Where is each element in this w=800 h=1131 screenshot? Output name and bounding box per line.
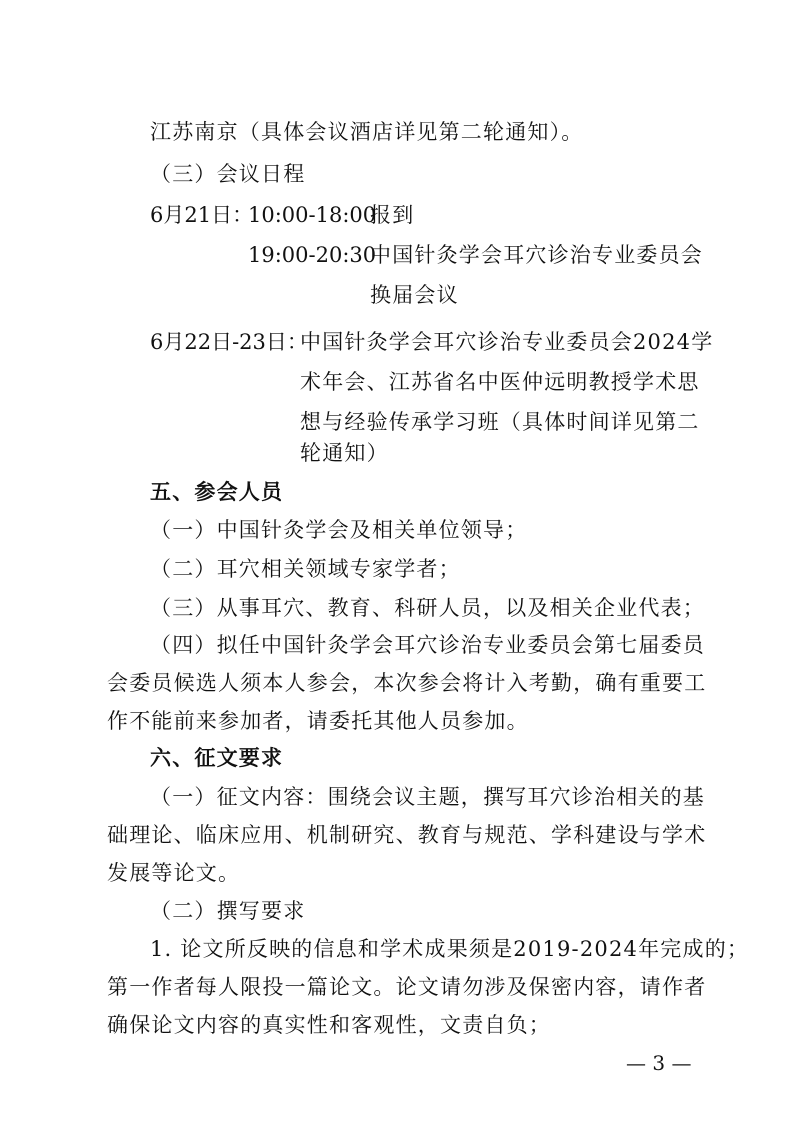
day2-date: 6月22日-23日： [150, 330, 308, 354]
day2-line2: 术年会、江苏省名中医仲远明教授学术思 [300, 370, 700, 394]
day2-line4: 轮通知） [300, 441, 389, 465]
day1-date: 6月21日： [150, 203, 254, 227]
section5-item3: （三）从事耳穴、教育、科研人员，以及相关企业代表； [150, 596, 705, 620]
venue-line: 江苏南京（具体会议酒店详见第二轮通知）。 [150, 120, 584, 144]
section5-item4-line3: 作不能前来参加者，请委托其他人员参加。 [107, 709, 529, 733]
section5-item4-line2: 会委员候选人须本人参会，本次参会将计入考勤，确有重要工 [107, 671, 707, 695]
day1-time-2: 19:00-20:30 [248, 243, 377, 267]
section5-heading: 五、参会人员 [150, 479, 284, 504]
day1-event-2-line1: 中国针灸学会耳穴诊治专业委员会 [370, 243, 703, 267]
section5-item4-line1: （四）拟任中国针灸学会耳穴诊治专业委员会第七届委员 [150, 633, 705, 657]
day2-line1: 中国针灸学会耳穴诊治专业委员会2024学 [300, 330, 714, 354]
section6-content-line2: 础理论、临床应用、机制研究、教育与规范、学科建设与学术 [107, 823, 707, 847]
section6-content-line3: 发展等论文。 [107, 861, 241, 885]
section5-item1: （一）中国针灸学会及相关单位领导； [150, 518, 528, 542]
day1-time-1: 10:00-18:00 [248, 203, 377, 227]
section6-req1-line2: 第一作者每人限投一篇论文。论文请勿涉及保密内容，请作者 [107, 975, 707, 999]
section6-heading: 六、征文要求 [150, 745, 284, 770]
section6-content-line1: （一）征文内容：围绕会议主题，撰写耳穴诊治相关的基 [150, 785, 705, 809]
day2-line3: 想与经验传承学习班（具体时间详见第二 [300, 410, 700, 434]
section6-writing-heading: （二）撰写要求 [150, 899, 306, 923]
section6-req1-line1: 1. 论文所反映的信息和学术成果须是2019-2024年完成的； [150, 937, 750, 961]
schedule-heading: （三）会议日程 [150, 162, 306, 186]
day1-event-1: 报到 [370, 203, 415, 227]
day1-event-2-line2: 换届会议 [370, 283, 459, 307]
page-number: — 3 — [626, 1051, 692, 1075]
section6-req1-line3: 确保论文内容的真实性和客观性，文责自负； [107, 1013, 551, 1037]
section5-item2: （二）耳穴相关领域专家学者； [150, 557, 461, 581]
